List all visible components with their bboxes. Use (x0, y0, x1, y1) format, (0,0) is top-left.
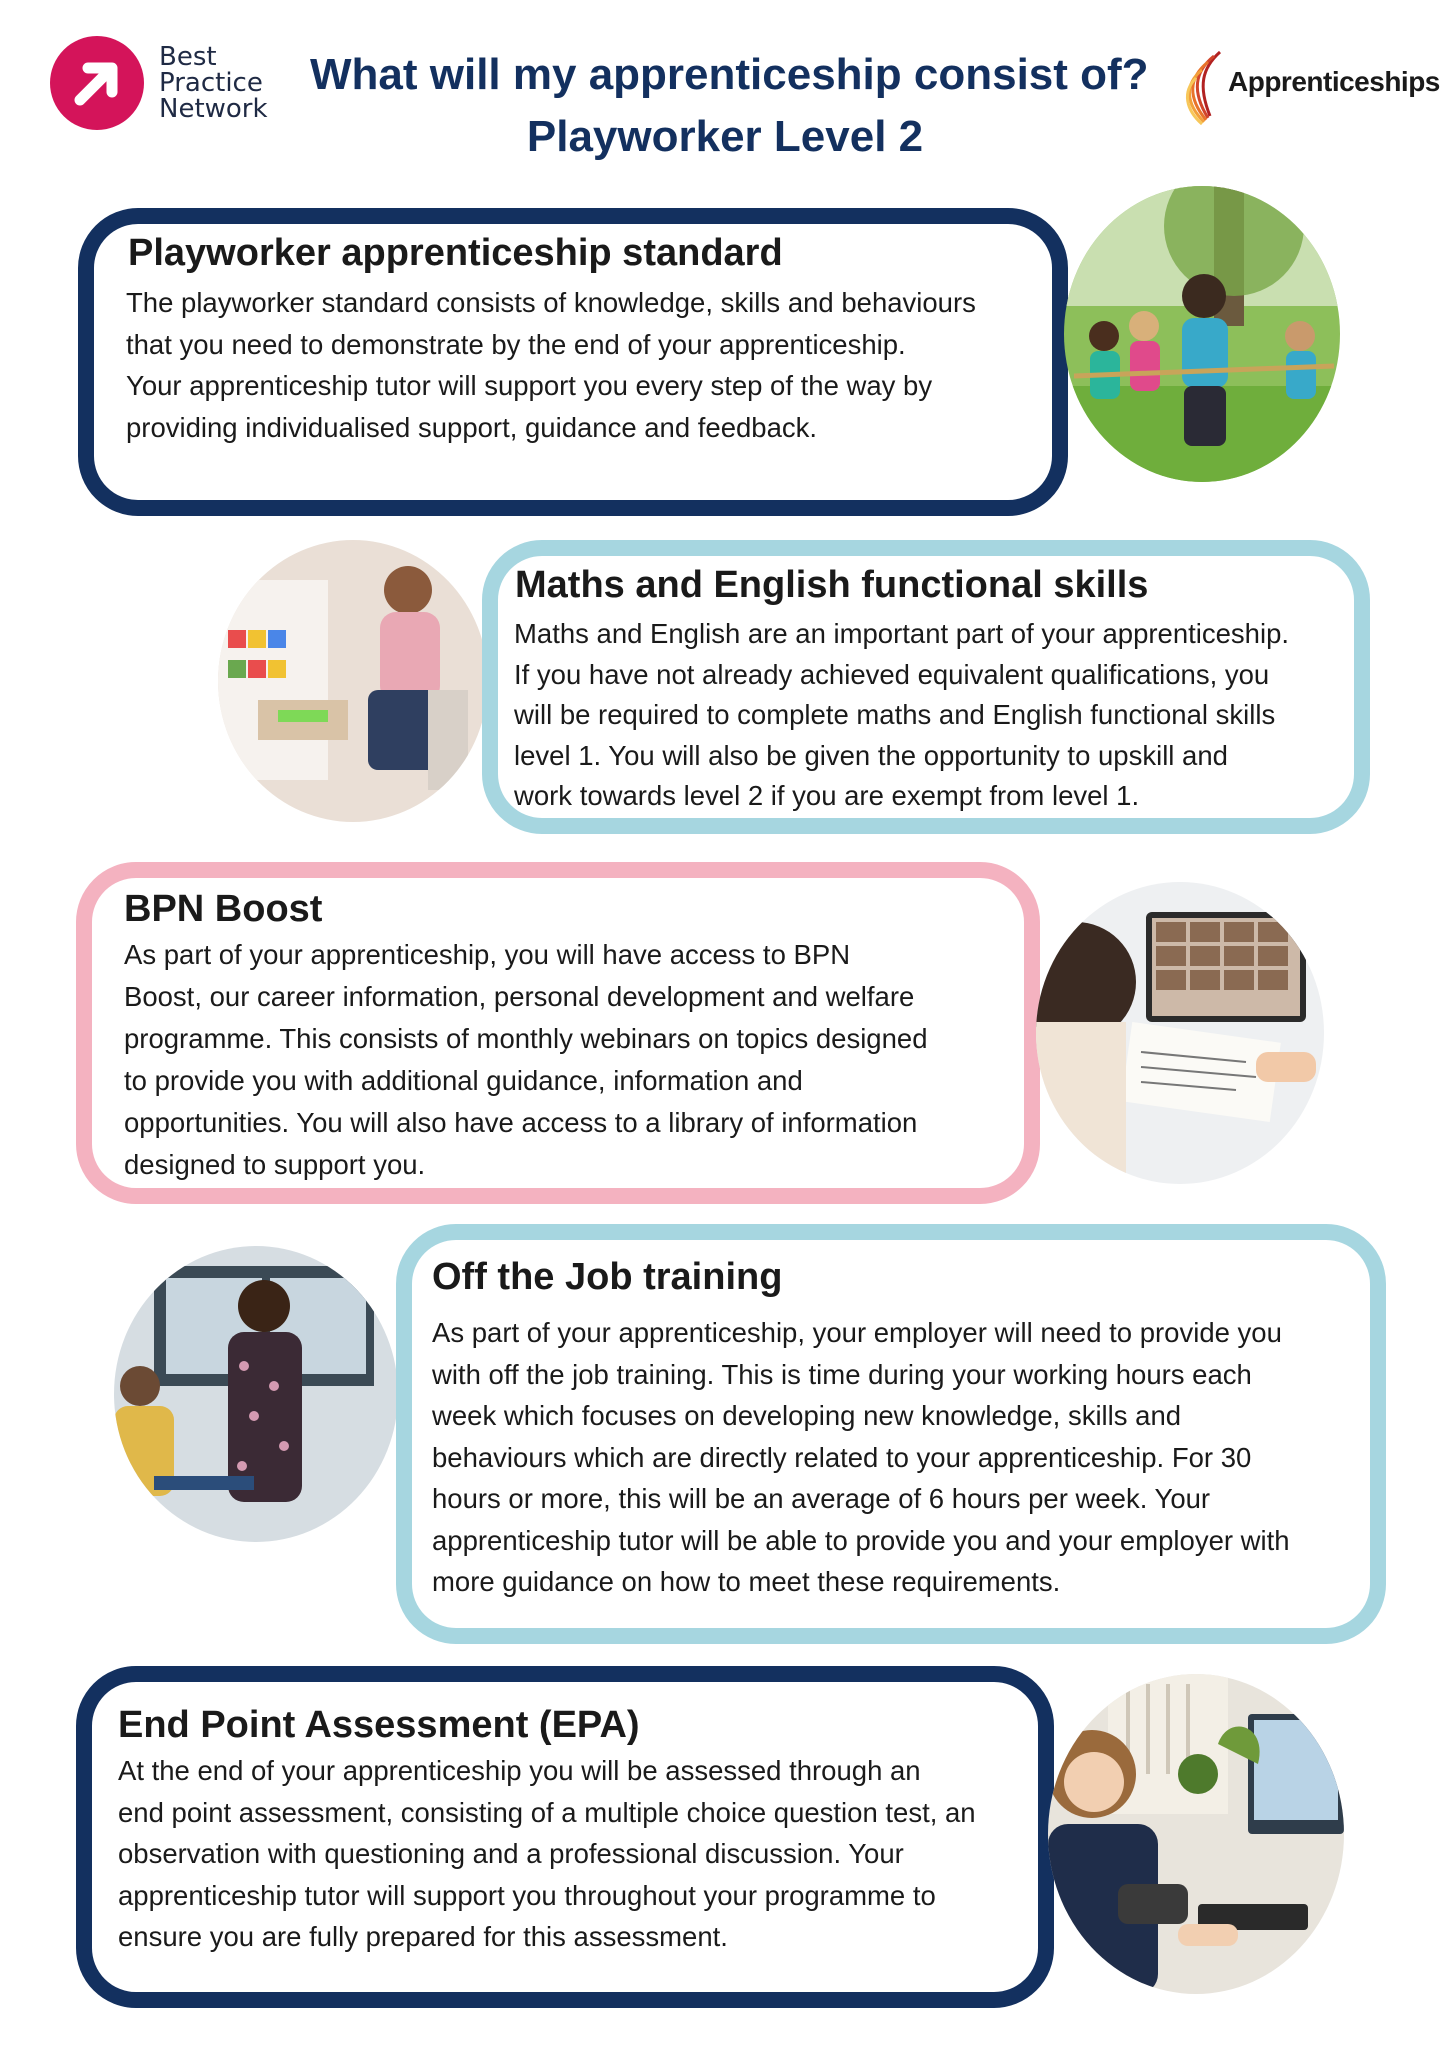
bpn-wordmark: Best Practice Network (159, 42, 268, 124)
page-title (310, 44, 1149, 168)
page-title-line-2: Playworker Level 2 (526, 112, 924, 161)
section-body-off-the-job: As part of your apprenticeship, your employer will need to provide you with off the job training. This is time during your working hours each week which focuses on developing new knowledge, skills and behaviours which are directly related to your apprenticeship. For 30 hours or more, this will be an average of 6 hours per week. Your apprenticeship tutor will be able to provide you and your employer with more guidance on how to meet these requirements. (432, 1317, 1290, 1597)
section-title-maths-english: Maths and English functional skills (515, 564, 1149, 606)
photo-woman-in-playroom (218, 540, 488, 822)
apprenticeships-logo (1180, 46, 1440, 136)
photo-tutor-with-learner (114, 1246, 398, 1542)
page-title-line-1: What will my apprenticeship consist of? (310, 50, 1149, 99)
section-body-maths-english: Maths and English are an important part of your apprenticeship. If you have not already achieved equivalent qualifications, you will be required to complete maths and English functional skills level 1. You will also be given the opportunity to upskill and work towards level 2 if you are exempt from level 1. (514, 618, 1290, 811)
section-title-off-the-job: Off the Job training (432, 1256, 783, 1298)
photo-children-tug-of-war (1064, 186, 1340, 482)
photo-woman-at-desk (1048, 1674, 1344, 1994)
section-title-end-point-assessment: End Point Assessment (EPA) (118, 1704, 640, 1746)
section-body-bpn-boost: As part of your apprenticeship, you will have access to BPN Boost, our career information, personal development and welfare programme. This consists of monthly webinars on topics designed to provide you with additional guidance, information and opportunities. You will also have access to a library of information designed to support you. (124, 939, 928, 1180)
best-practice-network-logo (50, 34, 300, 134)
section-title-playworker-standard: Playworker apprenticeship standard (128, 232, 783, 274)
section-body-playworker-standard: The playworker standard consists of knowledge, skills and behaviours that you need to demonstrate by the end of your apprenticeship. Your apprenticeship tutor will support you every step of the way by providing individualised support, guidance and feedback. (126, 287, 976, 443)
section-body-end-point-assessment: At the end of your apprenticeship you will be assessed through an end point assessment, consisting of a multiple choice question test, an observation with questioning and a professional discussion. Your apprenticeship tutor will support you throughout your programme to ensure you are fully prepared for this assessment. (118, 1755, 976, 1952)
bpn-arrow-icon (50, 36, 144, 130)
apprenticeships-wordmark: Apprenticeships (1228, 66, 1440, 97)
section-title-bpn-boost: BPN Boost (124, 888, 323, 930)
photo-webinar-laptop (1036, 882, 1324, 1184)
